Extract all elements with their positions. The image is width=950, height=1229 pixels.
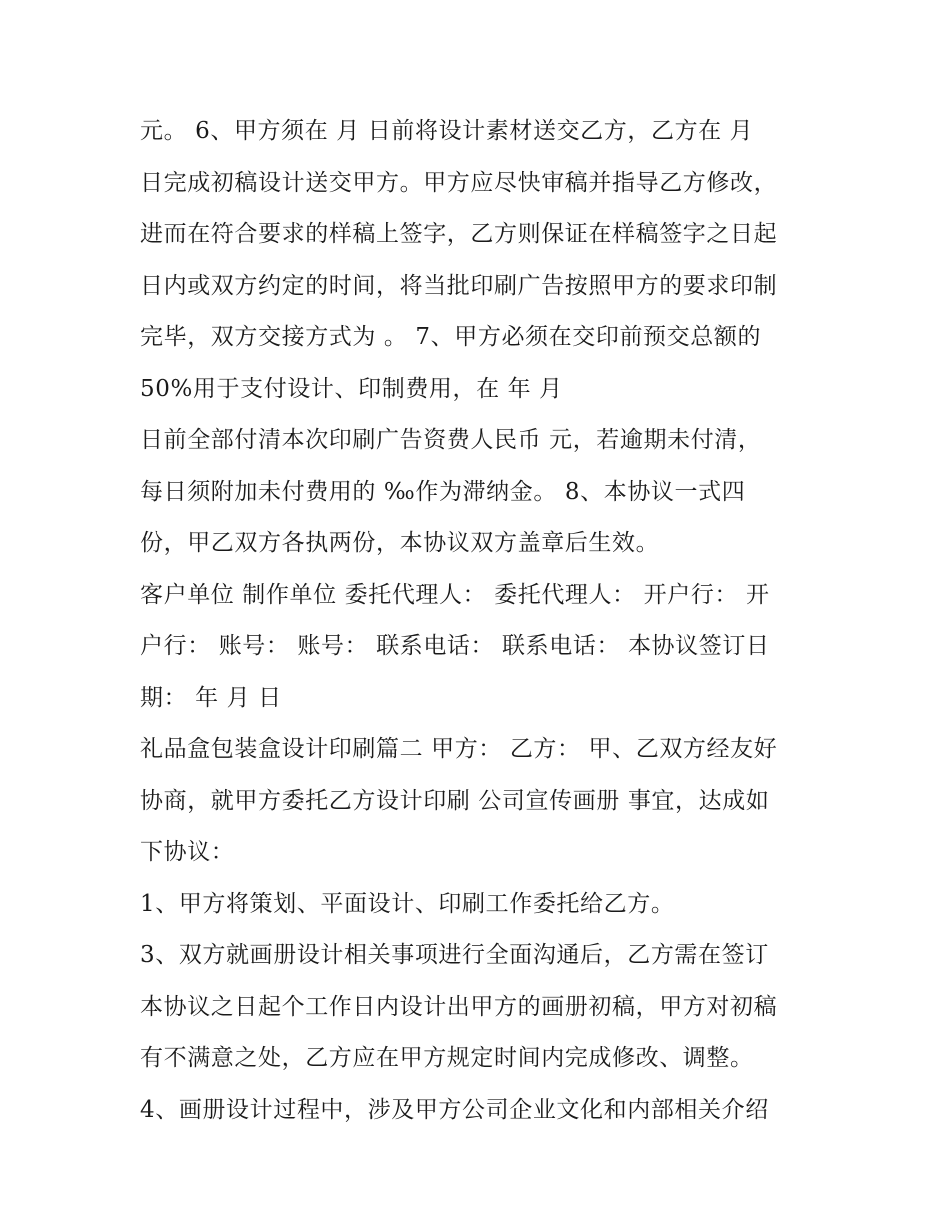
- text-line: 日完成初稿设计送交甲方。甲方应尽快审稿并指导乙方修改，: [140, 169, 778, 196]
- section-heading-line: 礼品盒包装盒设计印刷篇二 甲方： 乙方： 甲、乙双方经友好: [140, 736, 778, 762]
- text-line: 元。 6、甲方须在 月 日前将设计素材送交乙方，乙方在 月: [140, 118, 754, 144]
- clause-line: 1、甲方将策划、平面设计、印刷工作委托给乙方。: [140, 890, 675, 917]
- text-line: 进而在符合要求的样稿上签字，乙方则保证在样稿签字之日起: [140, 221, 778, 247]
- text-line: 下协议：: [140, 839, 235, 865]
- text-line: 协商，就甲方委托乙方设计印刷 公司宣传画册 事宜，达成如: [140, 787, 770, 814]
- clause-line: 3、双方就画册设计相关事项进行全面沟通后，乙方需在签订: [140, 942, 769, 968]
- text-line: 50%用于支付设计、印制费用，在 年 月: [140, 375, 563, 402]
- text-line: 日内或双方约定的时间，将当批印刷广告按照甲方的要求印制: [140, 272, 778, 299]
- text-line: 期： 年 月 日: [140, 684, 282, 711]
- text-line: 户行： 账号： 账号： 联系电话： 联系电话： 本协议签订日: [140, 633, 770, 659]
- text-line: 每日须附加未付费用的 ‰作为滞纳金。 8、本协议一式四: [140, 478, 746, 505]
- text-line: 本协议之日起个工作日内设计出甲方的画册初稿，甲方对初稿: [140, 993, 778, 1020]
- clause-line: 4、画册设计过程中，涉及甲方公司企业文化和内部相关介绍: [140, 1096, 769, 1123]
- document-body: [140, 106, 830, 1136]
- text-line: 有不满意之处，乙方应在甲方规定时间内完成修改、调整。: [140, 1045, 754, 1071]
- text-line: 客户单位 制作单位 委托代理人： 委托代理人： 开户行： 开: [140, 581, 770, 608]
- text-line: 完毕，双方交接方式为 。 7、甲方必须在交印前预交总额的: [140, 324, 762, 350]
- text-line: 份，甲乙双方各执两份，本协议双方盖章后生效。: [140, 530, 660, 556]
- text-line: 日前全部付清本次印刷广告资费人民币 元，若逾期未付清，: [140, 427, 762, 453]
